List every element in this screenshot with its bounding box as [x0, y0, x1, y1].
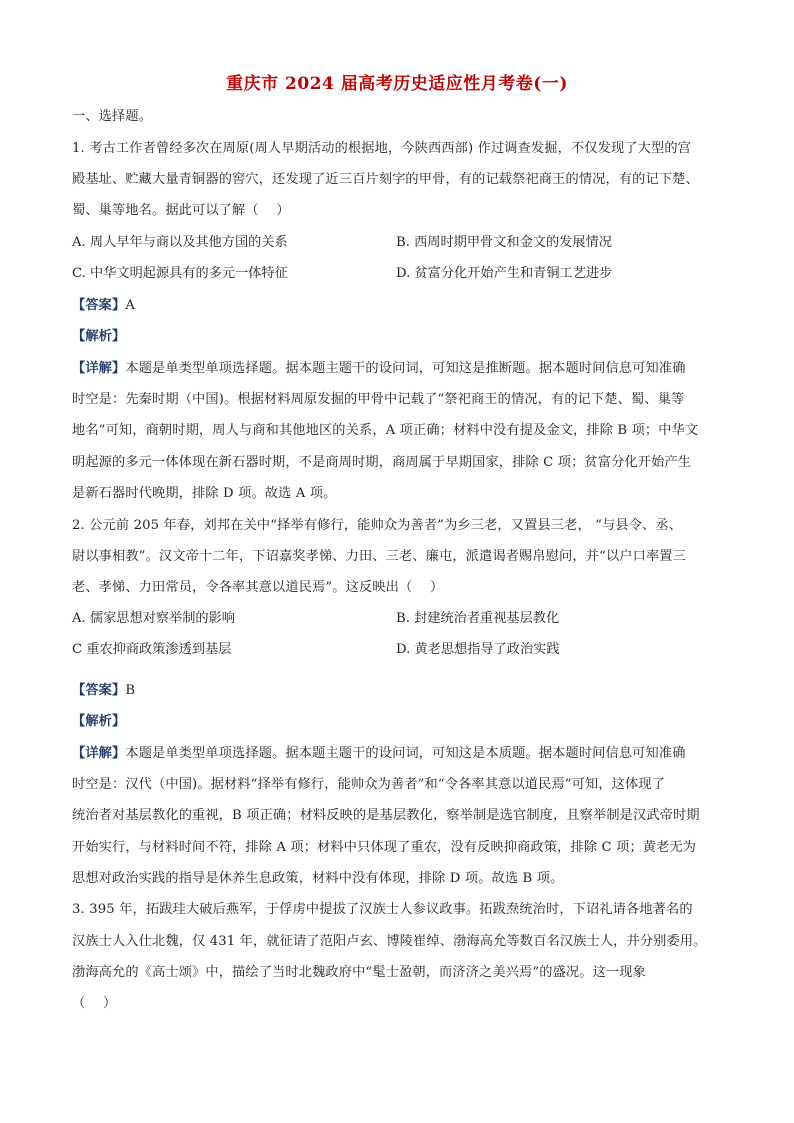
analysis-label: 【解析】: [72, 329, 126, 344]
q1-detail-line-4: 明起源的多元一体体现在新石器时期，不是商周时期，商周属于早期国家，排除 C 项；贫富分化开始产生: [72, 455, 692, 470]
detail-label: 【详解】: [72, 746, 126, 761]
q1-option-a: A. 周人早年与商以及其他方国的关系: [72, 235, 288, 250]
q1-detail-line-2: 时空是：先秦时期（中国)。根据材料周原发掘的甲骨中记载了“祭祀商王的情况，有的记下楚、蜀、巢等: [72, 392, 685, 407]
q2-detail-line-3: 统治者对基层教化的重视，B 项正确；材料反映的是基层教化，察举制是选官制度，且察举制是汉武帝时期: [72, 808, 700, 823]
q1-option-c: C. 中华文明起源具有的多元一体特征: [72, 266, 288, 281]
q3-stem-line-3: 渤海高允的《高士颂》中，描绘了当时北魏政府中“髦士盈朝，而济济之美兴焉”的盛况。这一现象: [72, 965, 646, 980]
answer-value: A: [125, 298, 136, 313]
q1-option-b: B. 西周时期甲骨文和金文的发展情况: [396, 235, 612, 250]
q2-option-d: D. 黄老思想指导了政治实践: [396, 642, 560, 657]
q2-analysis-label: [72, 713, 732, 731]
answer-value: B: [125, 683, 136, 698]
detail-text: 本题是单类型单项选择题。据本题主题干的设问词，可知这是本质题。据本题时间信息可知准确: [125, 746, 686, 761]
analysis-label: 【解析】: [72, 714, 126, 729]
q2-option-b: B. 封建统治者重视基层教化: [396, 611, 560, 626]
q2-stem-line-1: 2. 公元前 205 年春，刘邦在关中“择举有修行，能帅众为善者”为乡三老，又置县三老， “与县令、丞、: [72, 518, 683, 533]
q1-stem-line-1: 1. 考古工作者曾经多次在周原(周人早期活动的根据地，今陕西西部) 作过调查发掘，不仅发现了大型的宫: [72, 141, 692, 156]
q1-answer: [72, 297, 732, 315]
page-title: 重庆市 2024 届高考历史适应性月考卷(一): [226, 74, 568, 94]
q2-answer: [72, 682, 732, 700]
q1-detail-line-3: 地名”可知，商朝时期，周人与商和其他地区的关系，A 项正确；材料中没有提及金文，排除 B 项；中华文: [72, 423, 699, 438]
q2-detail-line-4: 开始实行，与材料时间不符，排除 A 项；材料中只体现了重农，没有反映抑商政策，排除 C 项；黄老无为: [72, 840, 697, 855]
q2-detail-line-5: 思想对政治实践的指导是休养生息政策，材料中没有体现，排除 D 项。故选 B 项。: [72, 871, 564, 886]
q2-detail-line-2: 时空是：汉代（中国)。据材料“择举有修行，能帅众为善者”和“令各率其意以道民焉”可知，这体现了: [72, 777, 666, 792]
answer-label: 【答案】: [72, 683, 126, 698]
detail-label: 【详解】: [72, 361, 126, 376]
q3-stem-line-4: （ ）: [72, 996, 117, 1011]
q2-option-a: A. 儒家思想对察举制的影响: [72, 611, 235, 626]
detail-text: 本题是单类型单项选择题。据本题主题干的设问词，可知这是推断题。据本题时间信息可知准确: [125, 361, 686, 376]
q1-stem-line-2: 殿基址、贮藏大量青铜器的窖穴，还发现了近三百片刻字的甲骨，有的记载祭祀商王的情况，有的记下楚、: [72, 172, 699, 187]
q3-stem-line-2: 汉族士人入仕北魏，仅 431 年，就征请了范阳卢玄、博陵崔绰、渤海高允等数百名汉族士人，并分别委用。: [72, 934, 707, 949]
q2-stem-line-2: 尉以事相教”。汉文帝十二年，下诏嘉奖孝悌、力田、三老、廉屯，派遣谒者赐帛慰问，并“以户口率置三: [72, 549, 686, 564]
q1-detail-line-1: [72, 360, 732, 378]
q3-stem-line-1: 3. 395 年，拓跋珪大破后燕军，于俘虏中提拔了汉族士人参议政事。拓跋焘统治时，下诏礼请各地著名的: [72, 902, 693, 917]
section-heading: 一、选择题。: [72, 109, 153, 124]
q1-option-d: D. 贫富分化开始产生和青铜工艺进步: [396, 266, 613, 281]
q2-detail-line-1: [72, 745, 732, 763]
q1-analysis-label: [72, 328, 732, 346]
q2-option-c: C 重农抑商政策渗透到基层: [72, 642, 232, 657]
answer-label: 【答案】: [72, 298, 126, 313]
q1-detail-line-5: 是新石器时代晚期，排除 D 项。故选 A 项。: [72, 486, 337, 501]
q1-stem-line-3: 蜀、巢等地名。据此可以了解（ ）: [72, 203, 290, 218]
q2-stem-line-3: 老、孝悌、力田常员，令各率其意以道民焉”。这反映出（ ）: [72, 580, 444, 595]
